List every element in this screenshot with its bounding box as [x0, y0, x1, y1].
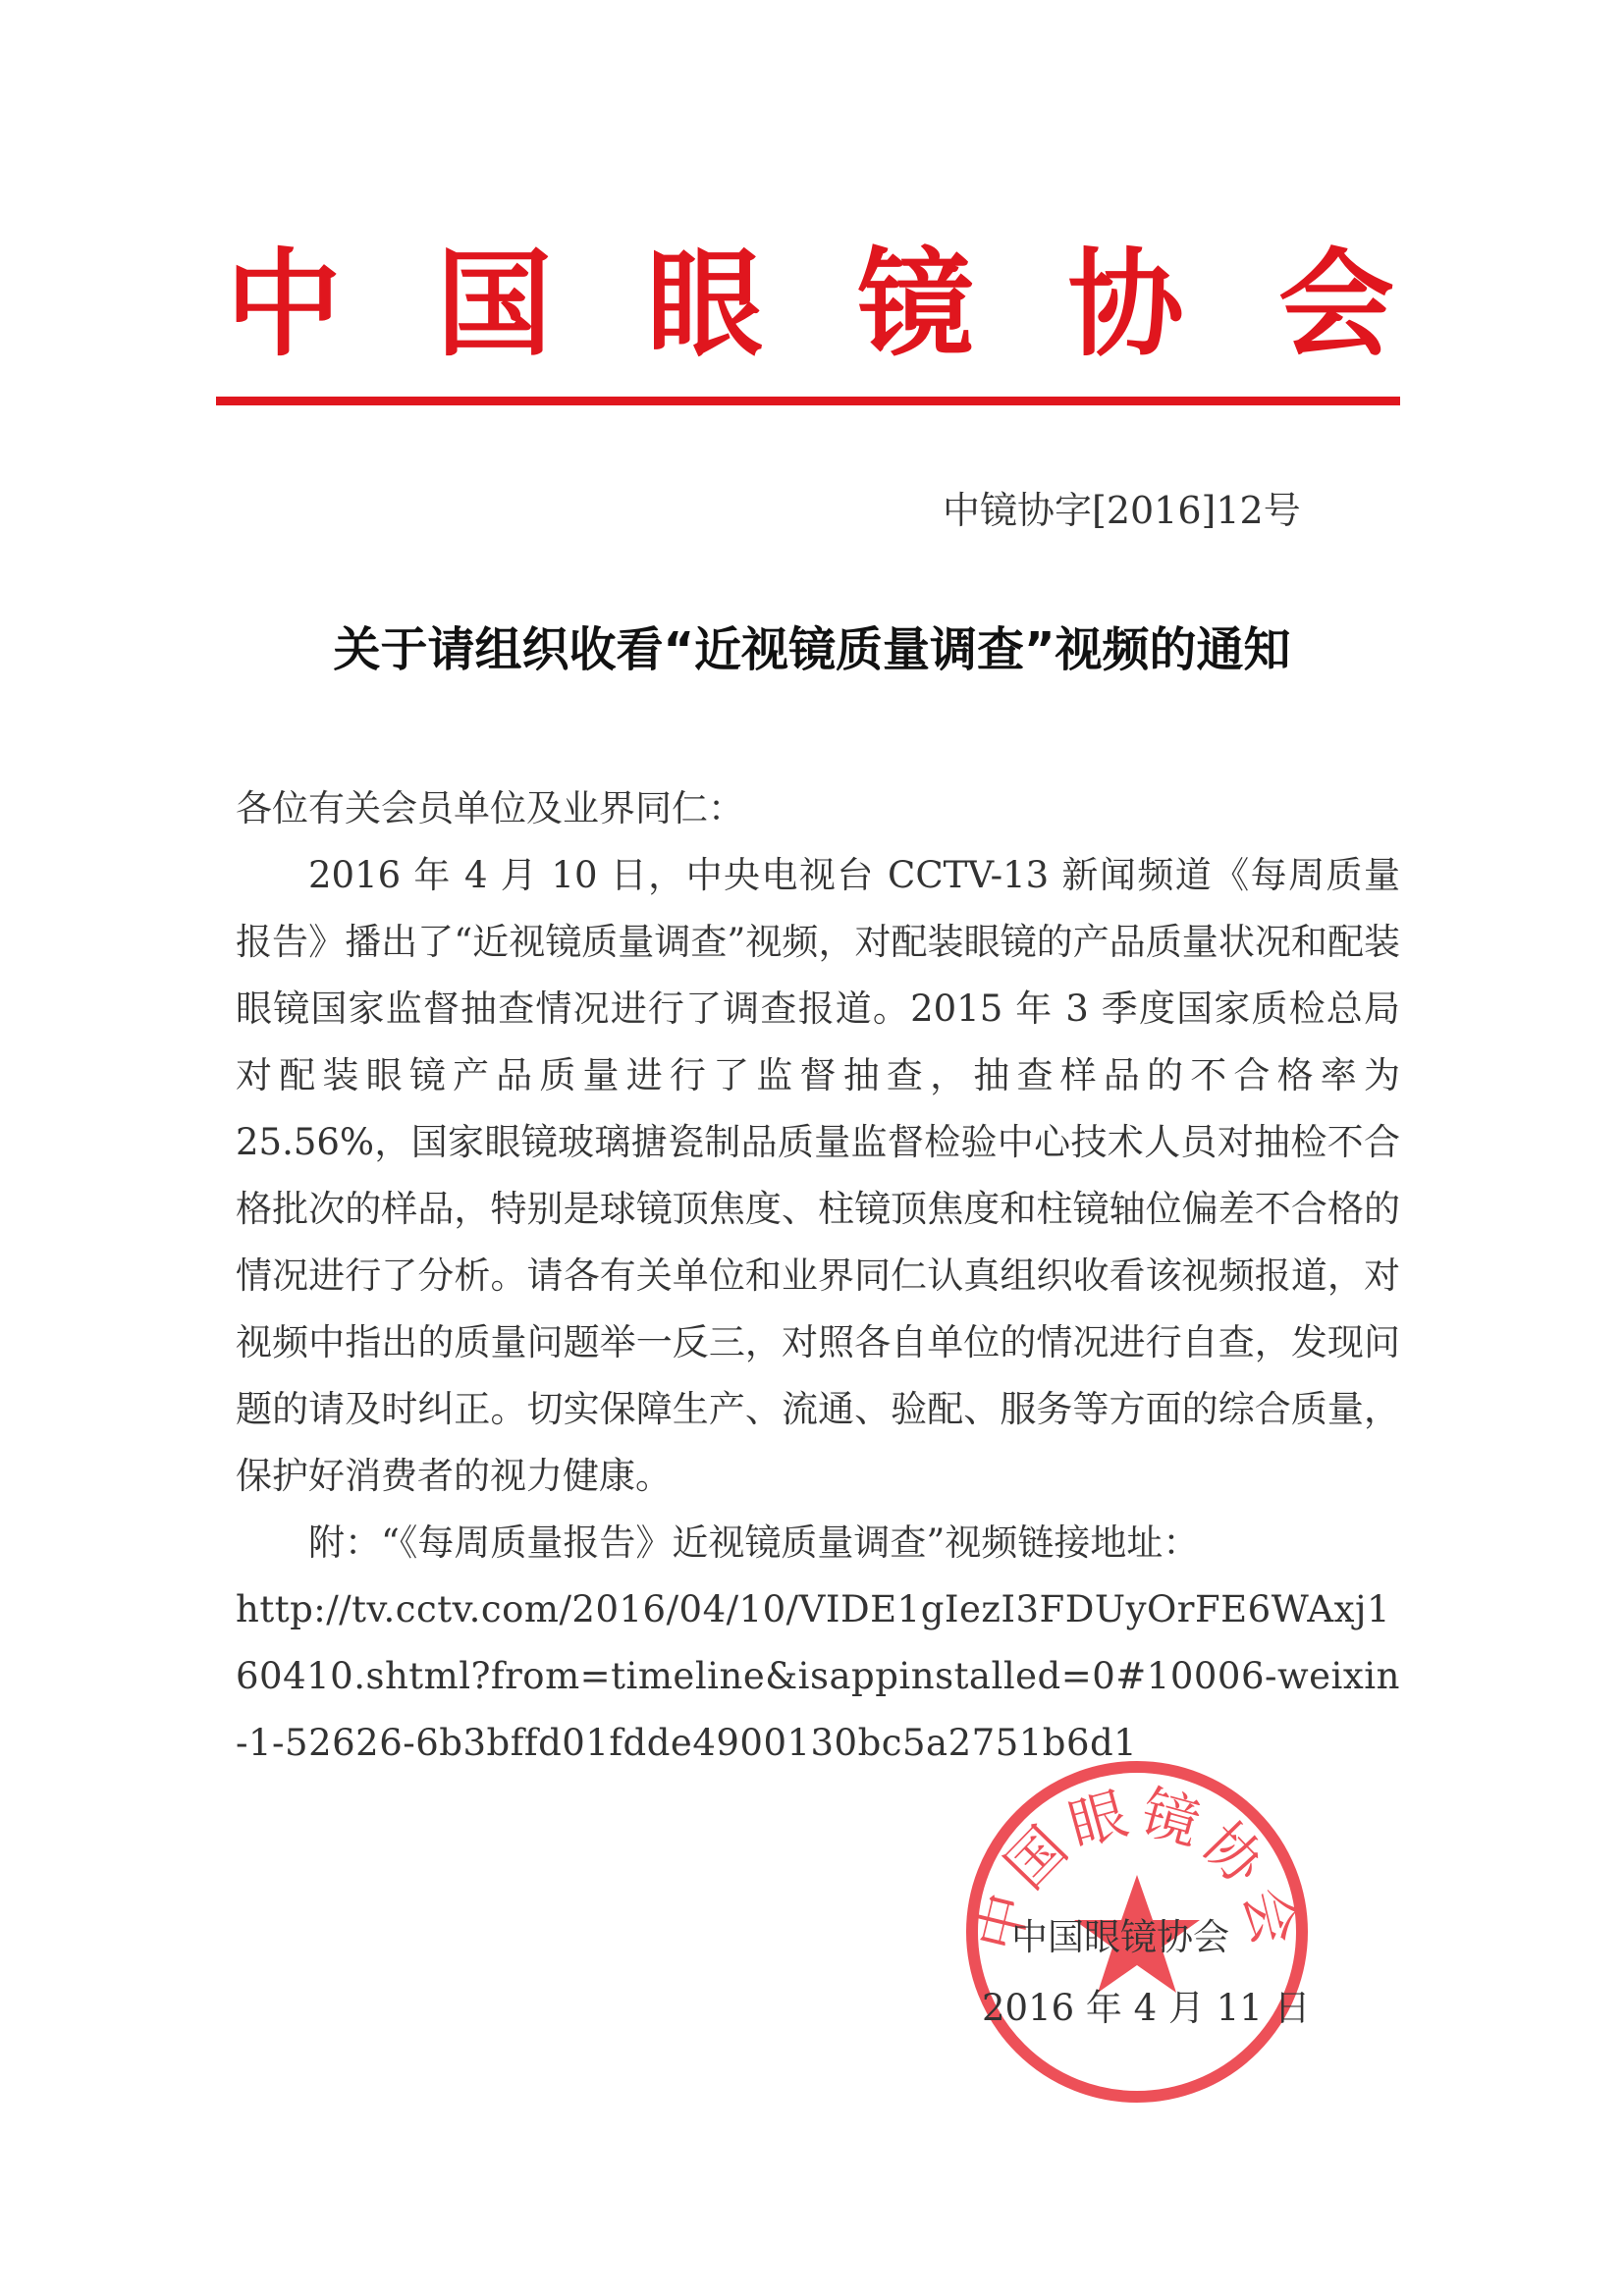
- video-link[interactable]: http://tv.cctv.com/2016/04/10/VIDE1gIezI3FDUyOrFE6WAxj160410.shtml?from=timeline&isappinstalled=0#10006-weixin-1-52626-6b3bffd01fdde4900130bc5a2751b6d1: [236, 1588, 1400, 1764]
- salutation: 各位有关会员单位及业界同仁：: [236, 787, 744, 829]
- signature-date: 2016 年 4 月 11 日: [982, 1987, 1311, 2029]
- document-title: 关于请组织收看“近视镜质量调查”视频的通知: [333, 622, 1291, 677]
- masthead-char: 会: [1277, 237, 1394, 372]
- masthead-divider: [216, 397, 1400, 405]
- masthead: [226, 237, 1394, 372]
- masthead-char: 协: [1067, 237, 1184, 372]
- masthead-char: 中: [226, 237, 343, 372]
- attachment-label: 附：“《每周质量报告》近视镜质量调查”视频链接地址：: [308, 1522, 1200, 1564]
- signature-block: [982, 1902, 1311, 2044]
- masthead-char: 眼: [646, 237, 763, 372]
- signature-organization: 中国眼镜协会: [1011, 1916, 1229, 1958]
- seal-text-path: 中国眼镜协会: [963, 1778, 1311, 1958]
- main-paragraph: 2016 年 4 月 10 日，中央电视台 CCTV-13 新闻频道《每周质量报告》播出了“近视镜质量调查”视频，对配装眼镜的产品质量状况和配装眼镜国家监督抽查情况进行了调查报道。2015 年 3 季度国家质检总局对配装眼镜产品质量进行了监督抽查，抽查样品的不合格率为 25.56%，国家眼镜玻璃搪瓷制品质量监督检验中心技术人员对抽检不合格批次的样品，特别是球镜顶焦度、柱镜顶焦度和柱镜轴位偏差不合格的情况进行了分析。请各有关单位和业界同仁认真组织收看该视频报道，对视频中指出的质量问题举一反三，对照各自单位的情况进行自查，发现问题的请及时纠正。切实保障生产、流通、验配、服务等方面的综合质量，保护好消费者的视力健康。: [236, 854, 1400, 1497]
- document-number: 中镜协字[2016]12号: [943, 489, 1301, 532]
- masthead-char: 镜: [857, 237, 974, 372]
- document-body: [236, 775, 1400, 1777]
- masthead-char: 国: [436, 237, 553, 372]
